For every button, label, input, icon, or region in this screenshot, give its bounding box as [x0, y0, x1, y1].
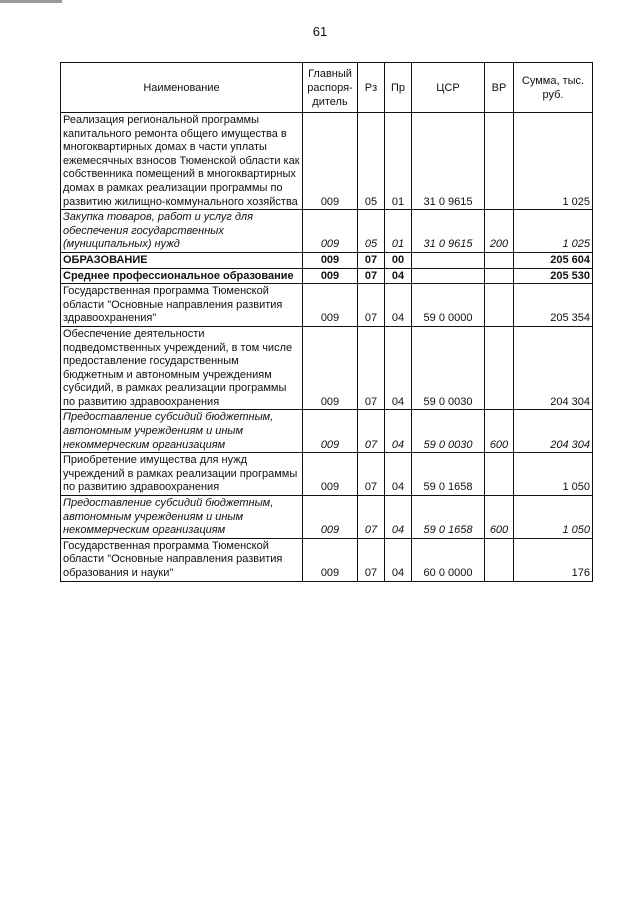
row-vr [485, 326, 514, 410]
row-name: Среднее профессиональное образование [61, 268, 303, 284]
row-rz: 07 [358, 284, 385, 327]
row-vr: 600 [485, 496, 514, 539]
row-name: ОБРАЗОВАНИЕ [61, 252, 303, 268]
row-rz: 07 [358, 326, 385, 410]
table-row [61, 284, 593, 327]
row-vr [485, 284, 514, 327]
row-vr [485, 268, 514, 284]
table-row [61, 210, 593, 253]
row-csr: 59 0 0030 [412, 326, 485, 410]
table-row [61, 113, 593, 210]
table-header-row [61, 63, 593, 113]
table-row [61, 453, 593, 496]
row-csr: 60 0 0000 [412, 538, 485, 581]
row-vr [485, 113, 514, 210]
row-rz: 07 [358, 252, 385, 268]
table-row [61, 268, 593, 284]
row-sum: 1 050 [514, 496, 593, 539]
table-row [61, 538, 593, 581]
row-pr: 04 [385, 453, 412, 496]
row-sum: 1 025 [514, 113, 593, 210]
row-vr: 200 [485, 210, 514, 253]
corner-scan-mark [0, 0, 62, 3]
table-row [61, 410, 593, 453]
table-row [61, 326, 593, 410]
row-sum: 205 604 [514, 252, 593, 268]
row-csr [412, 268, 485, 284]
header-admin: Главный распоря-дитель [303, 63, 358, 113]
header-pr: Пр [385, 63, 412, 113]
row-pr: 04 [385, 268, 412, 284]
row-rz: 05 [358, 210, 385, 253]
table-row [61, 496, 593, 539]
header-vr: ВР [485, 63, 514, 113]
row-csr: 31 0 9615 [412, 210, 485, 253]
row-rz: 07 [358, 410, 385, 453]
row-name: Приобретение имущества для нужд учреждений в рамках реализации программы по развитию здравоохранения [61, 453, 303, 496]
row-admin: 009 [303, 453, 358, 496]
row-sum: 1 050 [514, 453, 593, 496]
row-admin: 009 [303, 284, 358, 327]
row-pr: 04 [385, 538, 412, 581]
row-sum: 204 304 [514, 410, 593, 453]
row-pr: 04 [385, 284, 412, 327]
row-pr: 04 [385, 410, 412, 453]
row-vr [485, 453, 514, 496]
row-vr [485, 538, 514, 581]
row-vr: 600 [485, 410, 514, 453]
row-sum: 204 304 [514, 326, 593, 410]
row-name: Государственная программа Тюменской области "Основные направления развития образования и науки" [61, 538, 303, 581]
row-rz: 07 [358, 496, 385, 539]
page-number: 61 [312, 24, 328, 39]
row-admin: 009 [303, 496, 358, 539]
header-rz: Рз [358, 63, 385, 113]
row-rz: 07 [358, 538, 385, 581]
row-pr: 00 [385, 252, 412, 268]
row-sum: 205 530 [514, 268, 593, 284]
row-admin: 009 [303, 113, 358, 210]
row-admin: 009 [303, 268, 358, 284]
table-row [61, 252, 593, 268]
row-pr: 01 [385, 210, 412, 253]
row-csr: 59 0 0030 [412, 410, 485, 453]
header-sum: Сумма, тыс. руб. [514, 63, 593, 113]
row-csr [412, 252, 485, 268]
row-admin: 009 [303, 252, 358, 268]
row-admin: 009 [303, 210, 358, 253]
row-rz: 05 [358, 113, 385, 210]
row-name: Закупка товаров, работ и услуг для обеспечения государственных (муниципальных) нужд [61, 210, 303, 253]
row-admin: 009 [303, 326, 358, 410]
row-rz: 07 [358, 453, 385, 496]
row-sum: 205 354 [514, 284, 593, 327]
row-csr: 59 0 0000 [412, 284, 485, 327]
row-name: Обеспечение деятельности подведомственных учреждений, в том числе предоставление государственным бюджетным и автономным учреждениям субсидий, в рамках реализации программы по развитию здравоохранения [61, 326, 303, 410]
row-sum: 1 025 [514, 210, 593, 253]
row-admin: 009 [303, 538, 358, 581]
row-admin: 009 [303, 410, 358, 453]
row-name: Предоставление субсидий бюджетным, автономным учреждениям и иным некоммерческим организациям [61, 496, 303, 539]
row-sum: 176 [514, 538, 593, 581]
budget-table [60, 62, 593, 582]
row-name: Реализация региональной программы капитального ремонта общего имущества в многоквартирных домах в части уплаты ежемесячных взносов Тюменской области как собственника помещений в многоквартирных домах в рамках реализации программы по развитию жилищно-коммунального хозяйства [61, 113, 303, 210]
row-csr: 59 0 1658 [412, 496, 485, 539]
row-csr: 59 0 1658 [412, 453, 485, 496]
row-pr: 01 [385, 113, 412, 210]
row-name: Предоставление субсидий бюджетным, автономным учреждениям и иным некоммерческим организациям [61, 410, 303, 453]
row-rz: 07 [358, 268, 385, 284]
row-name: Государственная программа Тюменской области "Основные направления развития здравоохранения" [61, 284, 303, 327]
header-csr: ЦСР [412, 63, 485, 113]
row-pr: 04 [385, 326, 412, 410]
row-pr: 04 [385, 496, 412, 539]
row-csr: 31 0 9615 [412, 113, 485, 210]
header-name: Наименование [61, 63, 303, 113]
row-vr [485, 252, 514, 268]
